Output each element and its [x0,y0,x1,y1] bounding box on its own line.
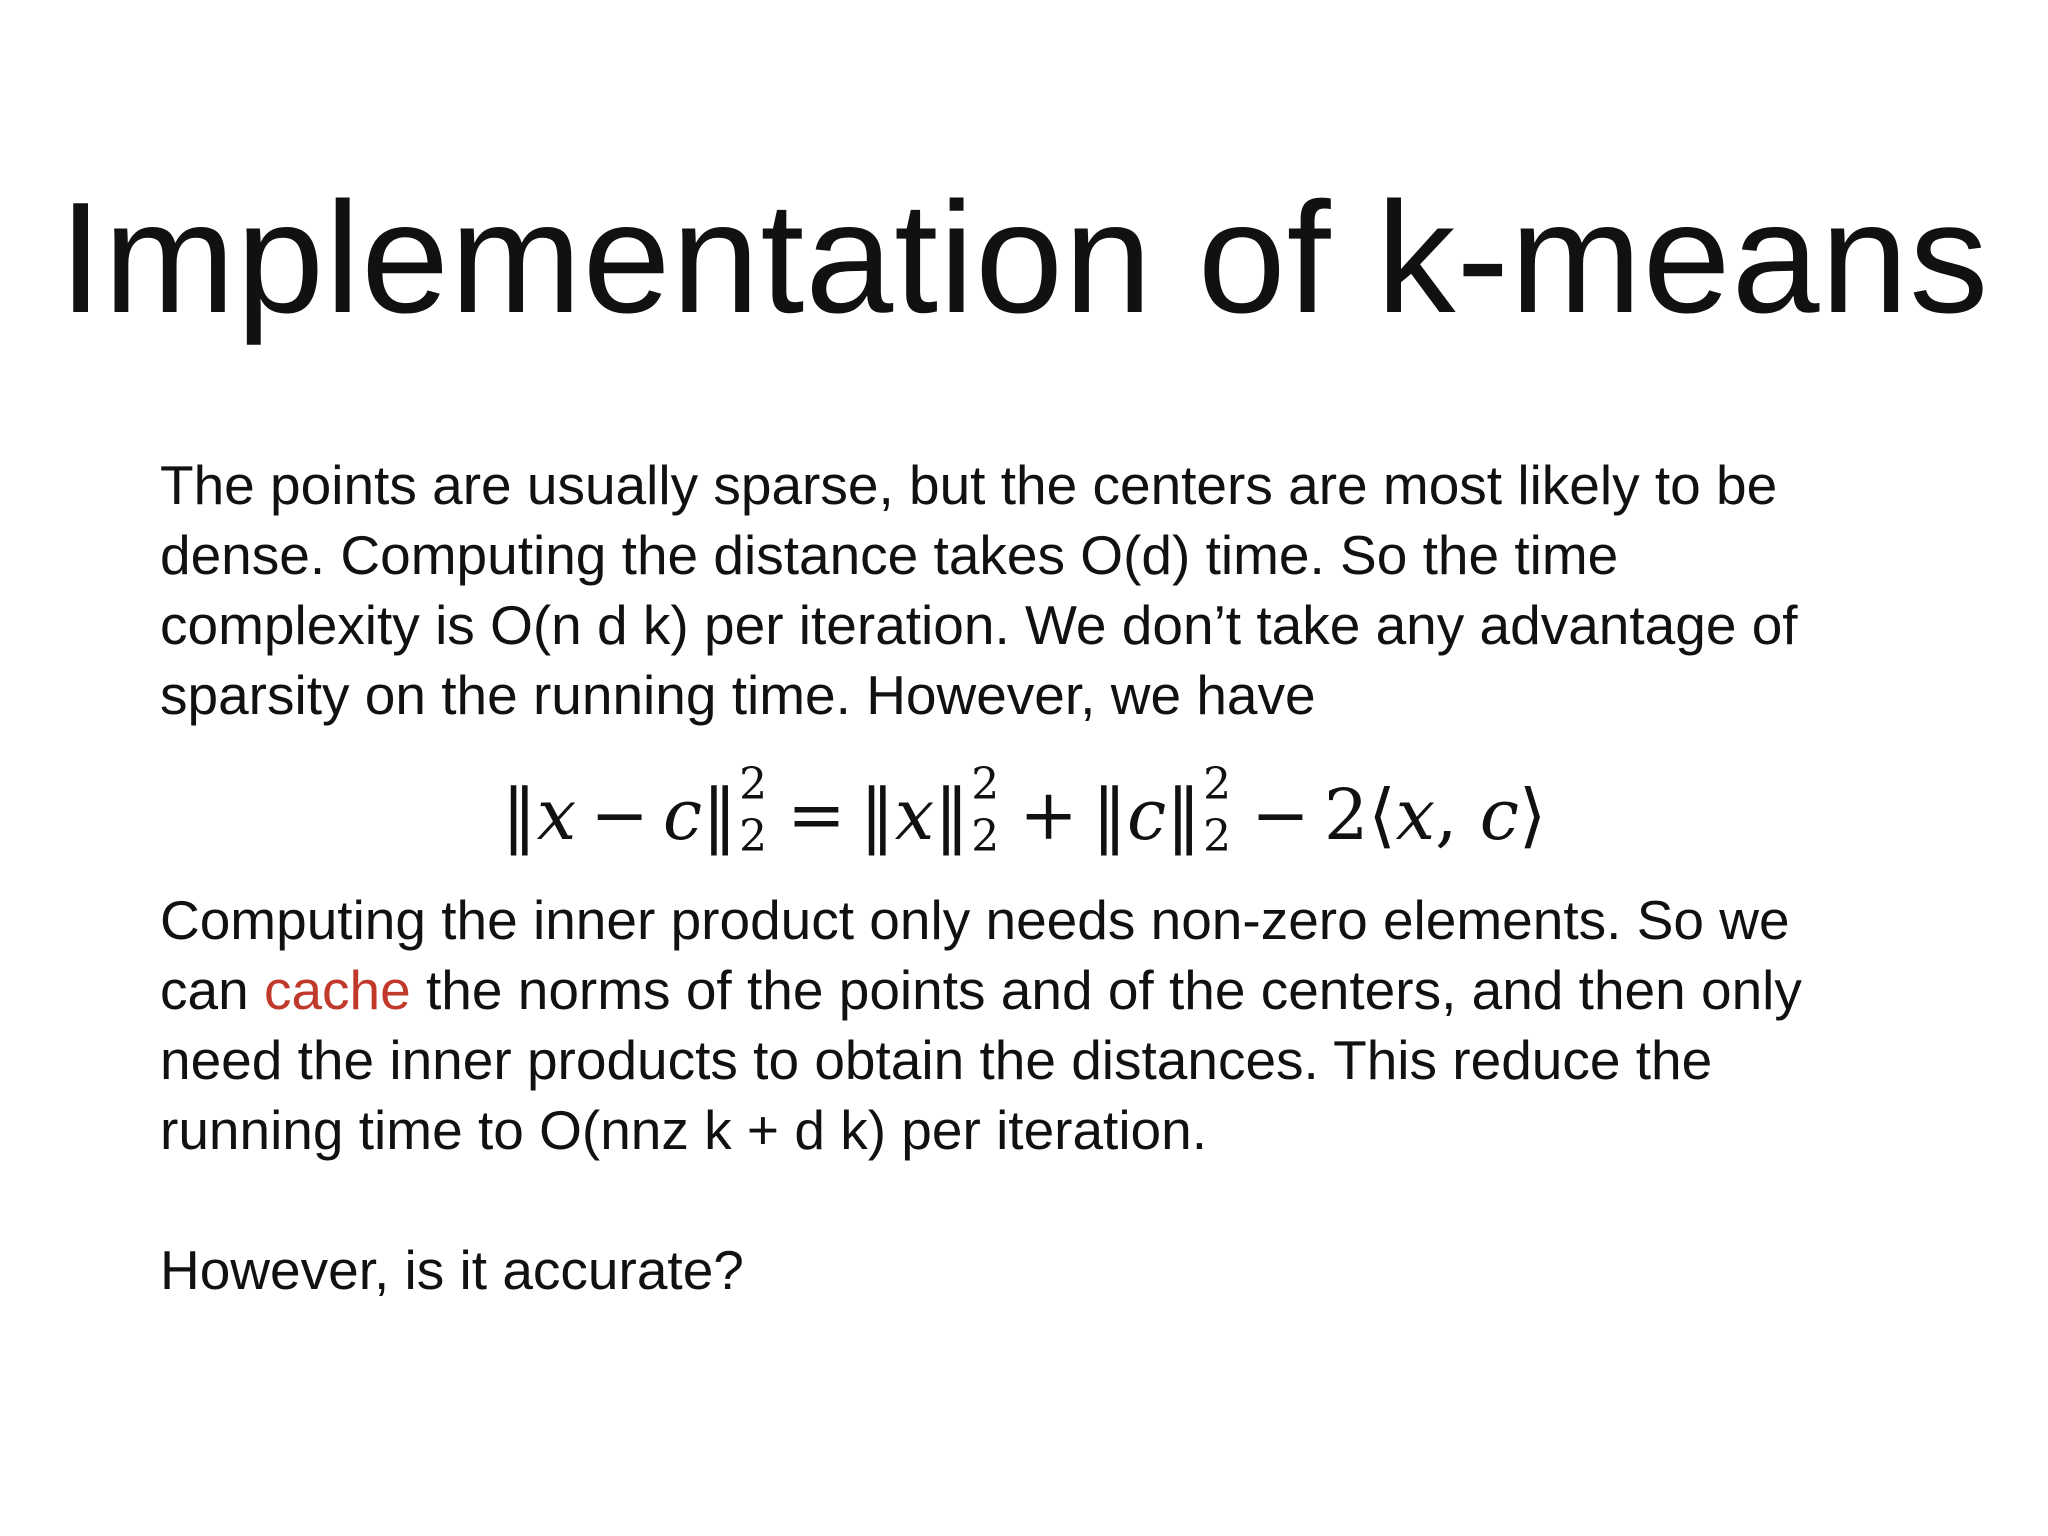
paragraph-caching-line-3: need the inner products to obtain the distances. This reduce the [160,1029,1713,1091]
equals-sign: = [787,774,846,856]
norm-exponent [737,760,773,870]
norm-exponent [1201,760,1237,870]
paragraph-caching-line-1: Computing the inner product only needs non-zero elements. So we [160,889,1790,951]
norm-exponent [969,760,1005,870]
paragraph-intro-line-2: dense. Computing the distance takes O(d) time. So the time [160,524,1619,586]
norm-close: ‖ [702,774,738,856]
closing-question: However, is it accurate? [160,1239,744,1301]
var-c: c [1479,774,1519,856]
paragraph-intro [160,450,1920,730]
exponent: 2 [739,759,768,810]
var-x: x [536,774,577,856]
subscript: 2 [971,811,1000,862]
plus-sign: + [1019,774,1078,856]
var-c: c [662,774,703,856]
norm-close: ‖ [1166,774,1202,856]
paragraph-caching-line-4: running time to O(nnz k + d k) per iteration. [160,1099,1208,1161]
exponent: 2 [971,759,1000,810]
inner-product-open: ⟨ [1368,774,1396,856]
minus-sign: − [590,774,649,856]
line-2-prefix: can [160,959,264,1021]
paragraph-intro-line-3: complexity is O(n d k) per iteration. We don’t take any advantage of [160,594,1798,656]
paragraph-intro-line-1: The points are usually sparse, but the centers are most likely to be [160,454,1778,516]
norm-close: ‖ [934,774,970,856]
line-2-suffix: the norms of the points and of the centers, and then only [410,959,1802,1021]
slide-title: Implementation of k-means [58,170,1990,346]
coefficient-two: 2 [1323,774,1369,856]
norm-open: ‖ [859,774,895,856]
subscript: 2 [1203,811,1232,862]
norm-open: ‖ [501,774,537,856]
var-x: x [894,774,935,856]
minus-sign: − [1251,774,1310,856]
distance-identity-equation [0,760,2048,870]
var-c: c [1126,774,1167,856]
subscript: 2 [739,811,768,862]
var-x: x [1395,774,1436,856]
paragraph-caching-line-2 [160,955,1920,1025]
comma: , [1435,774,1458,856]
norm-open: ‖ [1091,774,1127,856]
paragraph-intro-line-4: sparsity on the running time. However, we have [160,664,1316,726]
inner-product-close: ⟩ [1518,774,1547,856]
exponent: 2 [1203,759,1232,810]
paragraph-caching [160,885,1920,1165]
highlighted-word-cache: cache [263,959,411,1021]
